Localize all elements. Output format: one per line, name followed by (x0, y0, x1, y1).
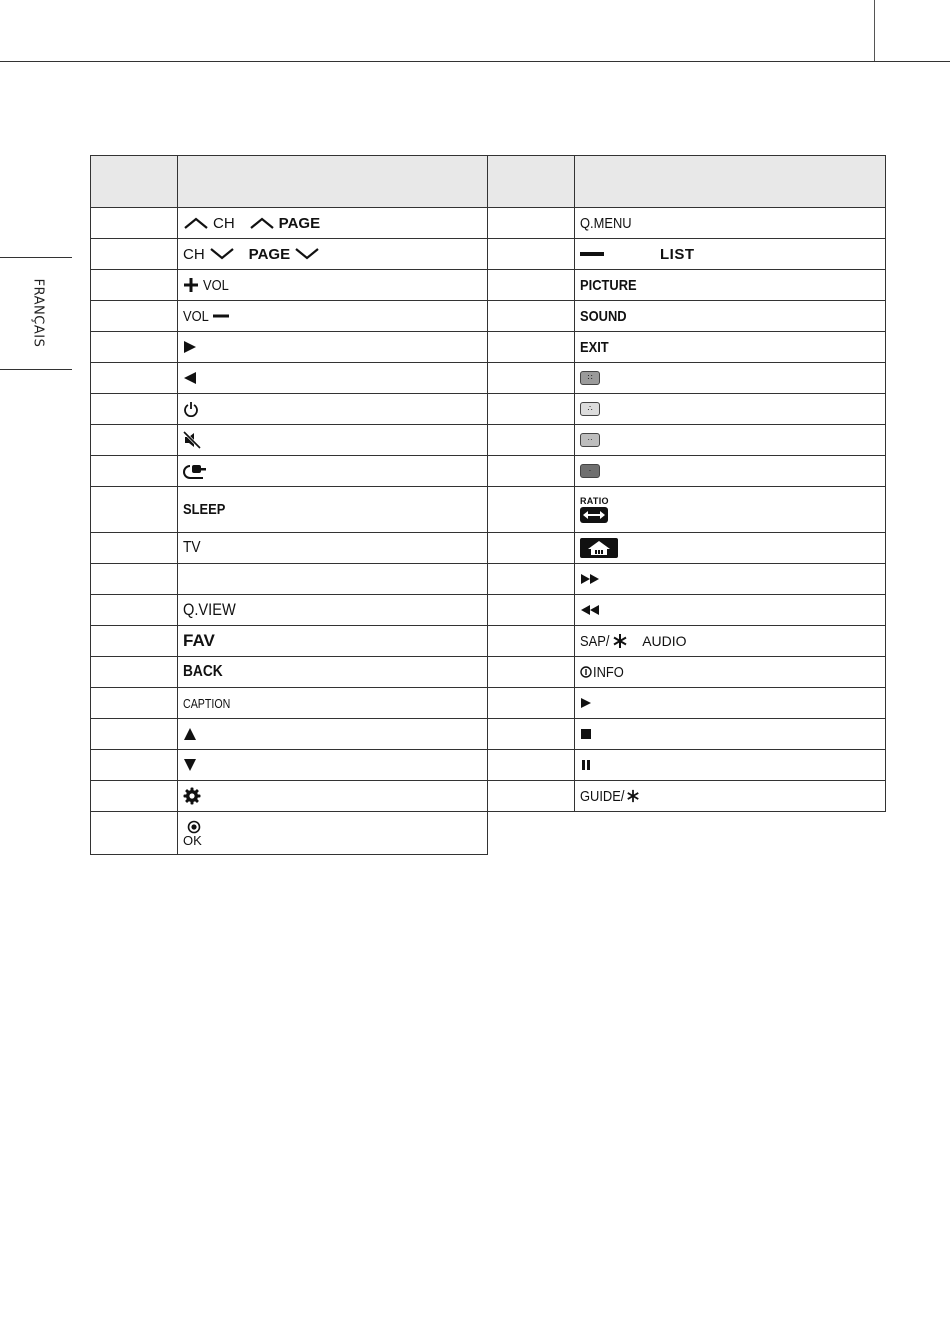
key-label: Q.MENU (580, 214, 632, 232)
table-row (91, 626, 886, 657)
table-row (91, 750, 886, 781)
key-label: EXIT (580, 338, 609, 356)
table-header-row (91, 156, 886, 208)
table-row (91, 533, 886, 564)
key-label: Q.VIEW (183, 600, 236, 619)
pause-icon (580, 759, 592, 771)
key-label: PICTURE (580, 276, 637, 294)
key-label: PAGE (248, 245, 291, 263)
settings-gear-icon (183, 787, 201, 805)
plus-icon (183, 277, 199, 293)
minus-icon (213, 313, 229, 319)
table-row (91, 363, 886, 394)
table-row (91, 812, 886, 855)
chevron-down-icon (294, 248, 320, 260)
table-row (91, 239, 886, 270)
key-label: GUIDE/ (580, 787, 625, 805)
key-label: PAGE (278, 214, 321, 232)
blue-button-icon: · (580, 464, 600, 478)
sidebar-rule-bottom (0, 369, 72, 370)
header-cell (178, 156, 488, 208)
header-cell (575, 156, 886, 208)
key-label: TV (183, 539, 201, 556)
key-label: SLEEP (183, 501, 226, 518)
table-row (91, 425, 886, 456)
arrow-right-icon (183, 340, 197, 354)
table-row (91, 688, 886, 719)
table-row (91, 657, 886, 688)
power-icon (183, 401, 199, 417)
key-label: SOUND (580, 307, 627, 325)
table-row (91, 719, 886, 750)
ratio-label: RATIO (580, 496, 609, 506)
table-row (91, 781, 886, 812)
asterisk-icon (626, 789, 640, 803)
key-label: VOL (203, 276, 229, 294)
stop-icon (580, 728, 592, 740)
key-label: OK (183, 832, 202, 848)
dash-icon (580, 251, 604, 257)
rewind-icon (580, 604, 600, 616)
chevron-down-icon (209, 248, 235, 260)
red-button-icon: ∷ (580, 371, 600, 385)
table-row (91, 487, 886, 533)
info-icon (580, 666, 592, 678)
fast-forward-icon (580, 573, 600, 585)
table-row (91, 208, 886, 239)
top-tick-line (874, 0, 875, 61)
table-row (91, 595, 886, 626)
chevron-up-icon (249, 217, 275, 229)
arrow-down-icon (183, 758, 197, 772)
key-label: CH (213, 214, 235, 232)
key-label: CAPTION (183, 695, 231, 711)
language-label: FRANÇAIS (30, 278, 46, 348)
top-rule (0, 61, 950, 62)
input-icon (183, 463, 207, 479)
header-cell (91, 156, 178, 208)
key-label: CH (183, 245, 205, 263)
key-label: VOL (183, 307, 209, 325)
mute-icon (183, 431, 201, 449)
key-label: LIST (660, 245, 695, 263)
table-row (91, 564, 886, 595)
chevron-up-icon (183, 217, 209, 229)
key-label: INFO (593, 663, 624, 681)
table-row (91, 301, 886, 332)
header-cell (488, 156, 575, 208)
arrow-left-icon (183, 371, 197, 385)
asterisk-icon (612, 633, 628, 649)
play-icon (580, 697, 592, 709)
green-button-icon: ∴ (580, 402, 600, 416)
ok-button-icon (187, 820, 201, 834)
home-icon (580, 538, 618, 558)
key-label: AUDIO (642, 633, 687, 649)
key-label: FAV (183, 631, 215, 650)
ratio-icon (580, 507, 608, 523)
table-row (91, 332, 886, 363)
table-row (91, 456, 886, 487)
arrow-up-icon (183, 727, 197, 741)
sidebar-rule-top (0, 257, 72, 258)
table-row (91, 270, 886, 301)
key-label: SAP/ (580, 632, 610, 650)
remote-key-table (90, 155, 886, 855)
table-row (91, 394, 886, 425)
yellow-button-icon: ·· (580, 433, 600, 447)
key-label: BACK (183, 663, 223, 680)
